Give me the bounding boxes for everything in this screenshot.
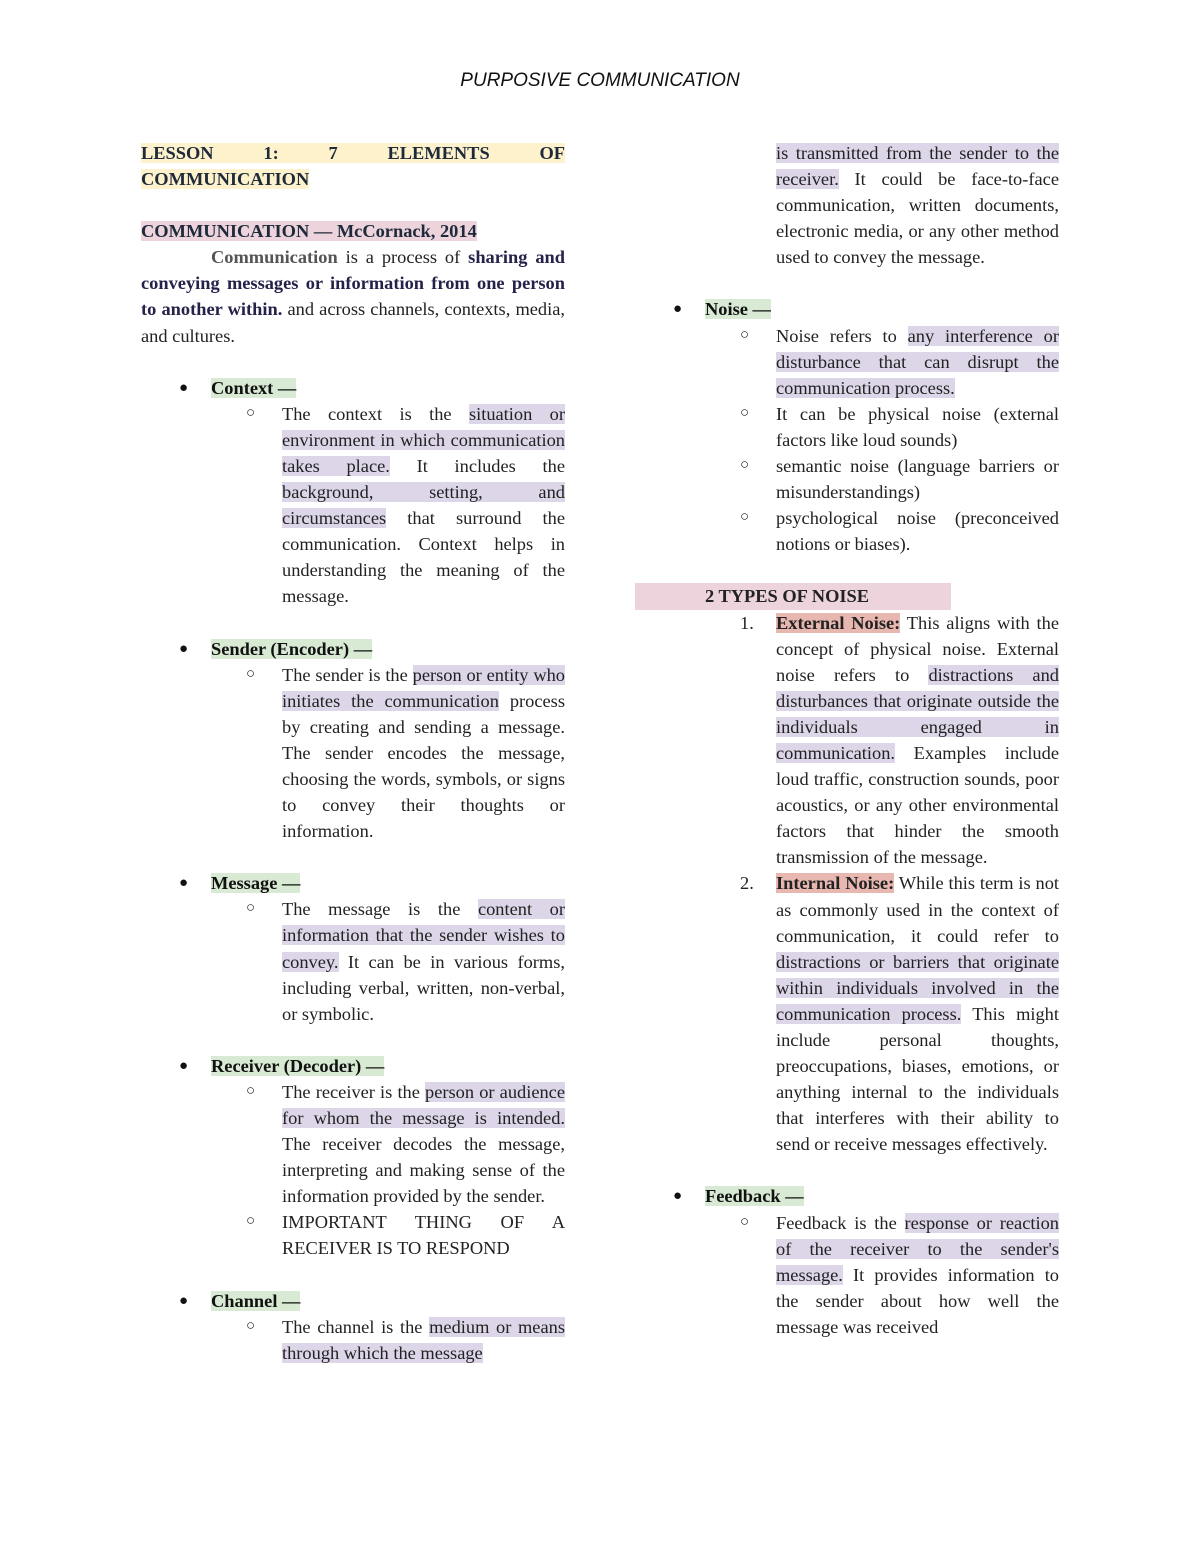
point-text: The context is the [282, 403, 469, 424]
noise-point: ○ semantic noise (language barriers or misunderstandings) [740, 456, 1059, 503]
element-point: ○ The receiver is the person or audience for whom the message is intended. The receiver decodes the message, interpreting and making sense of the information provided by the sender. [246, 1081, 565, 1207]
point-text: It provides information to the sender about how well the message was received [776, 1264, 1059, 1337]
element-label: Context — [211, 377, 297, 398]
element-label: Sender (Encoder) — [211, 638, 373, 659]
channel-continued [635, 140, 1059, 270]
element-label: Message — [211, 873, 301, 894]
left-column [141, 140, 565, 1366]
element-sender: ● Sender (Encoder) — [179, 638, 373, 659]
point-text: that surround the communication. Context helps in understanding the meaning of the message. [282, 508, 565, 607]
definition-heading-row [141, 218, 565, 244]
point-text: The sender is the [282, 664, 413, 685]
noise-type-item [635, 870, 1059, 1157]
element-label: Feedback — [705, 1186, 804, 1207]
point-highlight: person or entity who initiates the communication [282, 664, 565, 711]
point-text: The channel is the [282, 1316, 430, 1337]
noise-point: ○ psychological noise (preconceived notions or biases). [740, 508, 1059, 555]
point-text: This aligns with the concept of physical noise. External noise refers to [776, 612, 1059, 685]
point-text: It includes the [389, 455, 565, 476]
definition-bold: sharing and conveying messages or information from one person to another within. [141, 247, 565, 320]
noise-point: ○ Noise refers to any interference or disturbance that can disrupt the communication process. [740, 325, 1059, 398]
point-highlight: medium or means through which the message [282, 1316, 565, 1363]
definition-text1: is a process of [337, 247, 469, 268]
point-text: The receiver decodes the message, interpreting and making sense of the information provided by the sender. [282, 1134, 565, 1207]
element-point: ○ The message is the content or information that the sender wishes to convey. It can be in various forms, including verbal, written, non-verbal, or symbolic. [246, 899, 565, 1024]
noise-point: ○ It can be physical noise (external factors like loud sounds) [740, 403, 1059, 450]
point-highlight: distractions and disturbances that originate outside the individuals engaged in communication. [776, 664, 1059, 763]
point-text: The message is the [282, 899, 478, 920]
definition-paragraph [141, 244, 565, 348]
element-point: ○ IMPORTANT THING OF A RECEIVER IS TO RESPOND [246, 1212, 565, 1259]
element-label: Receiver (Decoder) — [211, 1055, 385, 1076]
noise-type-label: Internal Noise: [776, 873, 895, 894]
point-text: It can be in various forms, including verbal, written, non-verbal, or symbolic. [282, 951, 565, 1024]
definition-term: Communication [211, 247, 338, 268]
item-number: 2. [740, 873, 754, 894]
noise-type-item [635, 610, 1059, 871]
lesson-heading-line2: COMMUNICATION [141, 169, 310, 190]
point-text: This might include personal thoughts, preoccupations, biases, emotions, or anything internal to the individuals that interferes with their ability to send or receive messages effectively. [776, 1003, 1059, 1155]
noise-types-heading: 2 TYPES OF NOISE [635, 583, 951, 609]
point-highlight: content or information that the sender wishes to convey. [282, 899, 565, 972]
element-point: ○ The context is the situation or environment in which communication takes place. It includes the background, setting, and circumstances that surround the communication. Context helps in understanding the meaning of the message. [246, 403, 565, 607]
point-highlight: is transmitted from the sender to the receiver. [776, 143, 1059, 190]
page-title: PURPOSIVE COMMUNICATION [460, 70, 740, 91]
point-text: process by creating and sending a message. The sender encodes the message, choosing the words, symbols, or signs to convey their thoughts or information. [282, 690, 565, 842]
element-feedback: ● Feedback — [673, 1186, 804, 1207]
point-text: While this term is not as commonly used in the context of communication, it could refer to [776, 873, 1059, 946]
definition-text2: and across channels, contexts, media, and cultures. [141, 299, 565, 346]
point-text: Examples include loud traffic, construction sounds, poor acoustics, or any other environmental factors that hinder the smooth transmission of the message. [776, 742, 1059, 868]
element-receiver: ● Receiver (Decoder) — [179, 1055, 385, 1076]
element-message: ● Message — [179, 873, 301, 894]
lesson-heading-line2-row [141, 166, 565, 192]
lesson-heading-line1: LESSON 1: 7 ELEMENTS OF [141, 143, 565, 163]
feedback-point: ○ Feedback is the response or reaction of the receiver to the sender's message. It provides information to the sender about how well the message was received [740, 1212, 1059, 1337]
point-highlight: any interference or disturbance that can disrupt the communication process. [776, 325, 1059, 398]
right-column [635, 140, 1059, 1340]
point-highlight: situation or environment in which communication takes place. [282, 403, 565, 476]
point-text: The receiver is the [282, 1081, 426, 1102]
point-text: It could be face-to-face communication, written documents, electronic media, or any other method used to convey the message. [776, 169, 1059, 268]
element-point: ○ The channel is the medium or means through which the message [246, 1316, 565, 1363]
point-text: psychological noise (preconceived notions or biases). [776, 508, 1059, 555]
point-text: semantic noise (language barriers or misunderstandings) [776, 456, 1059, 503]
element-noise: ● Noise — [673, 299, 771, 320]
noise-type-label: External Noise: [776, 612, 901, 633]
point-highlight: response or reaction of the receiver to the sender's message. [776, 1212, 1059, 1285]
element-channel: ● Channel — [179, 1290, 301, 1311]
point-text: Feedback is the [776, 1212, 905, 1233]
point-highlight: distractions or barriers that originate within individuals involved in the communication process. [776, 951, 1059, 1024]
point-highlight: background, setting, and circumstances [282, 482, 565, 529]
element-context: ● Context — [179, 377, 297, 398]
point-text: IMPORTANT THING OF A RECEIVER IS TO RESPOND [282, 1212, 565, 1259]
element-label: Channel — [211, 1290, 301, 1311]
element-point: ○ The sender is the person or entity who initiates the communication process by creating and sending a message. The sender encodes the message, choosing the words, symbols, or signs to convey their thoughts or information. [246, 664, 565, 842]
element-label: Noise — [705, 299, 771, 320]
lesson-heading [141, 140, 565, 166]
point-text: Noise refers to [776, 325, 908, 346]
point-highlight: person or audience for whom the message is intended. [282, 1081, 565, 1128]
point-text: It can be physical noise (external factors like loud sounds) [776, 403, 1059, 450]
item-number: 1. [740, 612, 754, 633]
definition-heading: COMMUNICATION — McCornack, 2014 [141, 221, 477, 242]
